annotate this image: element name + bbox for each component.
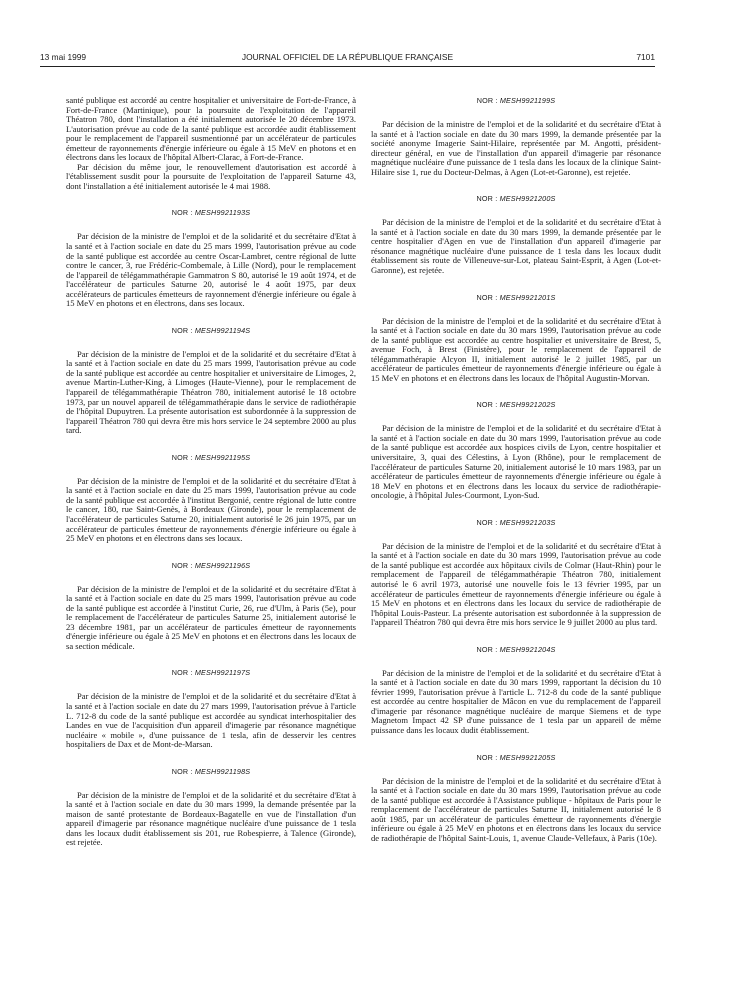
nor-label: NOR :: [171, 452, 193, 462]
nor-reference: MESH9921199S: [499, 96, 556, 105]
decision-paragraph: Par décision de la ministre de l'emploi et de la solidarité et du secrétaire d'Etat à la santé et à l'action sociale en date du 30 mars 1999, l'autorisation prévue au code de la santé publique est accordée aux hôpitaux civils de Colmar (Haut-Rhin) pour le remplacement de l'appareil de télégammathérapie Théatron 780, initialement autorisé le 6 avril 1973, autorisé une nouvelle fois le 13 février 1995, par un accélérateur de particules émetteur de rayonnements d'énergie inférieure ou égale à 15 MeV en photons et en électrons dans les locaux du service de radiothérapie de l'hôpital Louis-Pasteur. La présente autorisation est subordonnée à la suppression de l'appareil Théatron 780 qui devra être mis hors service le 9 juillet 2000 au plus tard.: [371, 540, 661, 628]
nor-heading: [371, 293, 661, 302]
decision-paragraph: Par décision de la ministre de l'emploi et de la solidarité et du secrétaire d'Etat à la santé et à l'action sociale en date du 30 mars 1999, rapportant la décision du 10 février 1999, l'autorisation prévue à l'article L. 712-8 du code de la santé publique est accordée au centre hospitalier de Mâcon en vue du remplacement de l'appareil d'imagerie par résonance magnétique nucléaire de marque Siemens et de type Magnetom Impact 42 SP d'une puissance de 1 tesla par un appareil de même puissance dans les locaux dudit établissement.: [371, 667, 661, 735]
decision-paragraph: Par décision de la ministre de l'emploi et de la solidarité et du secrétaire d'Etat à la santé et à l'action sociale en date du 25 mars 1999, l'autorisation prévue au code de la santé publique est accordée à l'institut Curie, 26, rue d'Ulm, à Paris (5e), pour le remplacement de l'accélérateur de particules Saturne 25, initialement autorisé le 23 décembre 1981, par un accélérateur de particules émetteur de rayonnements d'énergie inférieure ou égale à 25 MeV en photons et en électrons dans les locaux de sa section médicale.: [66, 583, 356, 651]
decision-paragraph: Par décision de la ministre de l'emploi et de la solidarité et du secrétaire d'Etat à la santé et à l'action sociale en date du 25 mars 1999, l'autorisation prévue au code de la santé publique est accordée à l'institut Bergonié, centre régional de lutte contre le cancer, 180, rue Saint-Genès, à Bordeaux (Gironde), pour le remplacement de l'accélérateur de particules Saturne 20, initialement autorisé le 26 juin 1975, par un accélérateur de particules émetteur de rayonnements d'énergie inférieure ou égale à 25 MeV en photons et en électrons dans ses locaux.: [66, 475, 356, 544]
issue-date: 13 mai 1999: [40, 52, 87, 62]
decision-paragraph: Par décision de la ministre de l'emploi et de la solidarité et du secrétaire d'Etat à la santé et à l'action sociale en date du 30 mars 1999, l'autorisation prévue au code de la santé publique est accordée à l'Assistance publique - hôpitaux de Paris pour le remplacement de l'accélérateur de particules Saturne II, initialement autorisé le 8 août 1985, par un accélérateur de particules émetteur de rayonnements d'énergie inférieure ou égale à 25 MeV en photons et en électrons dans les locaux du service de radiothérapie de l'hôpital Saint-Louis, 1, avenue Claude-Vellefaux, à Paris (10e).: [371, 775, 661, 843]
nor-heading: [371, 194, 661, 203]
nor-label: NOR :: [171, 560, 193, 570]
page-header: [40, 52, 655, 66]
nor-reference: MESH9921197S: [194, 668, 251, 678]
nor-reference: MESH9921194S: [194, 325, 251, 335]
nor-label: NOR :: [476, 644, 498, 654]
nor-heading: [371, 645, 661, 654]
right-column: [371, 96, 661, 843]
nor-label: NOR :: [171, 668, 193, 678]
nor-reference: MESH9921204S: [499, 644, 556, 654]
nor-reference: MESH9921195S: [194, 452, 251, 462]
nor-label: NOR :: [476, 517, 498, 527]
nor-reference: MESH9921203S: [499, 517, 556, 527]
nor-reference: MESH9921200S: [499, 194, 556, 204]
nor-reference: MESH9921202S: [499, 400, 556, 410]
decision-paragraph: Par décision de la ministre de l'emploi et de la solidarité et du secrétaire d'Etat à la santé et à l'action sociale en date du 30 mars 1999, la demande présentée par la maison de santé protestante de Bordeaux-Bagatelle en vue de l'installation d'un appareil d'imagerie par résonance magnétique nucléaire d'une puissance de 1 tesla dans les locaux dudit établissement sis 201, rue Robespierre, à Talence (Gironde), est rejetée.: [66, 789, 356, 848]
nor-heading: [371, 518, 661, 527]
nor-label: NOR :: [171, 766, 193, 776]
nor-heading: [371, 753, 661, 762]
nor-heading: [66, 561, 356, 570]
decision-paragraph: Par décision de la ministre de l'emploi et de la solidarité et du secrétaire d'Etat à la santé et à l'action sociale en date du 27 mars 1999, l'autorisation prévue à l'article L. 712-8 du code de la santé publique est accordée au syndicat interhospitalier des Landes en vue de l'acquisition d'un appareil d'imagerie par résonance magnétique nucléaire « mobile », d'une puissance de 1 tesla, afin de desservir les centres hospitaliers de Dax et de Mont-de-Marsan.: [66, 691, 356, 750]
nor-label: NOR :: [171, 208, 193, 218]
decision-paragraph: Par décision de la ministre de l'emploi et de la solidarité et du secrétaire d'Etat à la santé et à l'action sociale en date du 30 mars 1999, la demande présentée par le centre hospitalier d'Agen en vue de l'installation d'un appareil d'imagerie par résonance magnétique nucléaire d'une puissance de 1 tesla dans les locaux dudit établissement sis route de Villeneuve-sur-Lot, plateau Saint-Esprit, à Agen (Lot-et-Garonne), est rejetée.: [371, 217, 661, 276]
decision-paragraph: Par décision de la ministre de l'emploi et de la solidarité et du secrétaire d'Etat à la santé et à l'action sociale en date du 30 mars 1999, l'autorisation prévue au code de la santé publique est accordée au centre hospitalier et universitaire de Brest, 5, avenue Foch, à Brest (Finistère), pour le remplacement de l'appareil de télégammathérapie Alcyon II, initialement autorisé le 2 juillet 1985, par un accélérateur de particules émetteur de rayonnements d'énergie inférieure ou égale à 15 MeV en photons et en électrons dans les locaux de l'hôpital Augustin-Morvan.: [371, 315, 661, 383]
nor-heading: [66, 453, 356, 462]
nor-heading: [66, 208, 356, 217]
nor-heading: [66, 668, 356, 677]
page-number: 7101: [636, 52, 655, 62]
decision-paragraph: Par décision de la ministre de l'emploi et de la solidarité et du secrétaire d'Etat à la santé et à l'action sociale en date du 25 mars 1999, l'autorisation prévue au code de la santé publique est accordée au centre Oscar-Lambret, centre régional de lutte contre le cancer, 3, rue Frédéric-Combemale, à Lille (Nord), pour le remplacement de l'appareil de télégammathérapie Gammatron S 80, autorisé le 19 août 1974, et de l'accélérateur de particules Saturne 20, autorisé le 4 août 1975, par deux accélérateurs de particules émetteurs de rayonnement d'énergie inférieure ou égale à 15 MeV en photons et en électrons, dans ses locaux.: [66, 231, 356, 309]
decision-paragraph: Par décision de la ministre de l'emploi et de la solidarité et du secrétaire d'Etat à la santé et à l'action sociale en date du 30 mars 1999, l'autorisation prévue au code de la santé publique est accordée aux hospices civils de Lyon, centre hospitalier et universitaire, 3, quai des Célestins, à Lyon (Rhône), pour le remplacement de l'accélérateur de particules Saturne 20, initialement autorisé le 10 mars 1983, par un accélérateur de particules émetteur de rayonnements d'énergie inférieure ou égale à 18 MeV en photons et en électrons dans les locaux du service de radiothérapie-oncologie, à l'hôpital Jules-Courmont, Lyon-Sud.: [371, 423, 661, 501]
nor-label: NOR :: [476, 400, 498, 410]
nor-reference: MESH9921196S: [194, 560, 251, 570]
nor-heading: [371, 400, 661, 409]
nor-reference: MESH9921205S: [499, 752, 556, 762]
journal-title: JOURNAL OFFICIEL DE LA RÉPUBLIQUE FRANÇAISE: [241, 52, 454, 62]
nor-heading: [371, 96, 661, 105]
nor-label: NOR :: [476, 194, 498, 204]
intro-paragraph-continued: santé publique est accordé au centre hospitalier et universitaire de Fort-de-France, à Fort-de-France (Martinique), pour la poursuite de l'exploitation de l'appareil Théatron 780, dont l'installation a été initialement autorisée le 20 décembre 1973. L'autorisation prévue au code de la santé publique est accordée audit établissement pour le remplacement de l'appareil susmentionné par un accélérateur de particules émetteur de rayonnements d'énergie inférieure ou égale à 15 MeV en photons et en électrons dans les locaux de l'hôpital Albert-Clarac, à Fort-de-France.: [66, 95, 356, 163]
nor-label: NOR :: [171, 325, 193, 335]
nor-heading: [66, 326, 356, 335]
decision-paragraph: Par décision de la ministre de l'emploi et de la solidarité et du secrétaire d'Etat à la santé et à l'action sociale en date du 30 mars 1999, la demande présentée par la société anonyme Imagerie Saint-Hilaire, représentée par M. Angotti, président-directeur général, en vue de l'installation d'un appareil d'imagerie par résonance magnétique nucléaire d'une puissance de 1 tesla dans les locaux de la clinique Saint-Hilaire sise 1, rue du Docteur-Delmas, à Agen (Lot-et-Garonne), est rejetée.: [371, 119, 661, 177]
header-rule: [40, 66, 655, 67]
nor-reference: MESH9921201S: [499, 292, 556, 302]
nor-reference: MESH9921193S: [194, 208, 251, 218]
nor-label: NOR :: [476, 292, 498, 302]
nor-heading: [66, 767, 356, 776]
left-column: [66, 96, 356, 848]
intro-paragraph: Par décision du même jour, le renouvellement d'autorisation est accordé à l'établissement susdit pour la poursuite de l'exploitation de l'appareil Saturne 43, dont l'installation a été initialement autorisée le 4 mai 1988.: [66, 161, 356, 191]
nor-label: NOR :: [476, 752, 498, 762]
nor-label: NOR :: [476, 96, 498, 105]
nor-reference: MESH9921198S: [194, 766, 251, 776]
decision-paragraph: Par décision de la ministre de l'emploi et de la solidarité et du secrétaire d'Etat à la santé et à l'action sociale en date du 25 mars 1999, l'autorisation prévue au code de la santé publique est accordée au centre hospitalier et universitaire de Limoges, 2, avenue Martin-Luther-King, à Limoges (Haute-Vienne), pour le remplacement de l'appareil de télégammathérapie Théatron 780, initialement autorisé le 18 octobre 1973, par un nouvel appareil de télégammathérapie dans le service de radiothérapie de l'hôpital Dupuytren. La présente autorisation est subordonnée à la suppression de l'appareil Théatron 780 qui devra être mis hors service le 24 septembre 2000 au plus tard.: [66, 348, 356, 436]
